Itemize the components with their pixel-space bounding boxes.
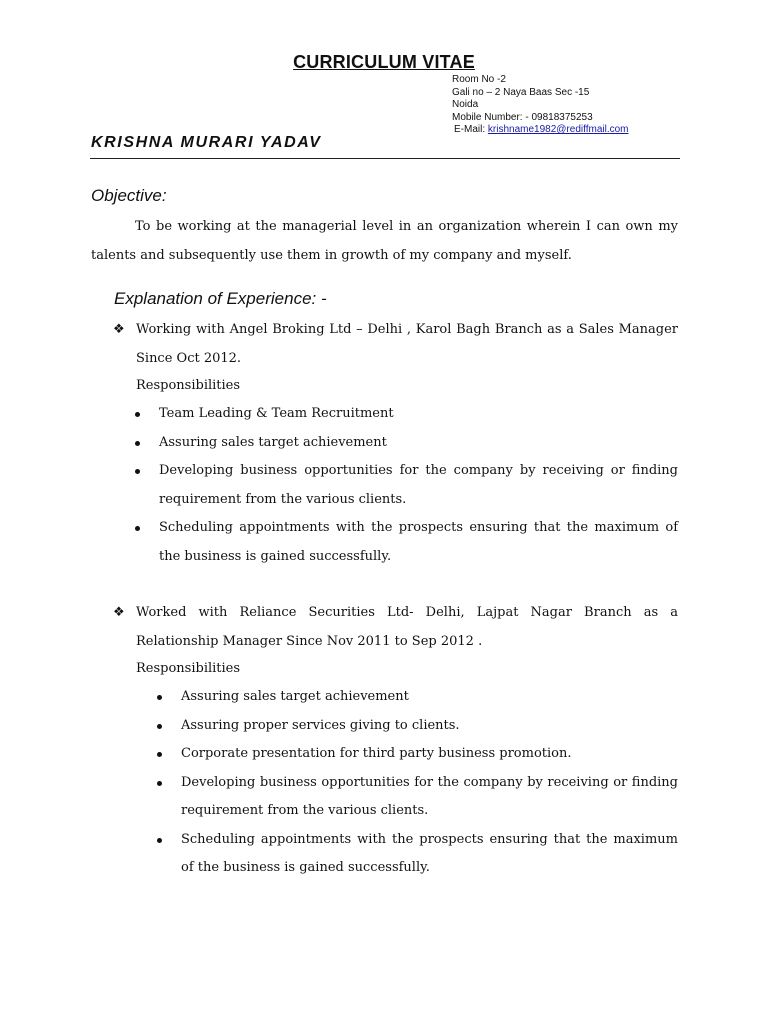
objective-heading: Objective: bbox=[91, 186, 167, 205]
list-item: Developing business opportunities for the company by receiving or finding requirement from the various clients. bbox=[181, 769, 678, 826]
experience-heading: Explanation of Experience: - bbox=[114, 289, 327, 308]
contact-gali: Gali no – 2 Naya Baas Sec -15 bbox=[452, 86, 590, 98]
job-1-responsibilities-list bbox=[159, 400, 678, 571]
list-item: Assuring proper services giving to clients. bbox=[181, 712, 678, 741]
list-item: Assuring sales target achievement bbox=[181, 683, 678, 712]
bullet-dot-icon bbox=[157, 781, 162, 786]
contact-mobile: Mobile Number: - 09818375253 bbox=[452, 111, 593, 123]
list-item: Team Leading & Team Recruitment bbox=[159, 400, 678, 429]
list-item: Corporate presentation for third party business promotion. bbox=[181, 740, 678, 769]
job-1-responsibilities-label: Responsibilities bbox=[136, 378, 241, 393]
list-item: Assuring sales target achievement bbox=[159, 429, 678, 458]
diamond-bullet-icon: ❖ bbox=[113, 322, 125, 337]
job-2-responsibilities-label: Responsibilities bbox=[136, 661, 241, 676]
header-divider bbox=[90, 158, 680, 159]
bullet-dot-icon bbox=[135, 469, 140, 474]
contact-city: Noida bbox=[452, 99, 479, 110]
bullet-dot-icon bbox=[157, 724, 162, 729]
job-2-responsibilities-list bbox=[181, 683, 678, 883]
bullet-dot-icon bbox=[157, 838, 162, 843]
list-item: Developing business opportunities for the company by receiving or finding requirement from the various clients. bbox=[159, 457, 678, 514]
job-1-description: Working with Angel Broking Ltd – Delhi , Karol Bagh Branch as a Sales Manager Since Oct 2012. bbox=[136, 322, 678, 366]
email-label: E-Mail: bbox=[454, 124, 488, 135]
list-item: Scheduling appointments with the prospects ensuring that the maximum of the business is gained successfully. bbox=[181, 826, 678, 883]
bullet-dot-icon bbox=[135, 441, 140, 446]
email-link[interactable]: krishname1982@rediffmail.com bbox=[487, 124, 629, 135]
bullet-dot-icon bbox=[157, 752, 162, 757]
diamond-bullet-icon: ❖ bbox=[113, 605, 125, 620]
bullet-dot-icon bbox=[157, 695, 162, 700]
contact-email-line bbox=[452, 124, 629, 137]
document-title: CURRICULUM VITAE bbox=[293, 52, 475, 72]
objective-text: To be working at the managerial level in an organization wherein I can own my talents and subsequently use them in growth of my company and myself. bbox=[91, 219, 678, 263]
bullet-dot-icon bbox=[135, 526, 140, 531]
job-2-description: Worked with Reliance Securities Ltd- Delhi, Lajpat Nagar Branch as a Relationship Manager Since Nov 2011 to Sep 2012 . bbox=[136, 605, 678, 649]
contact-room: Room No -2 bbox=[452, 74, 506, 85]
list-item: Scheduling appointments with the prospects ensuring that the maximum of the business is gained successfully. bbox=[159, 514, 678, 571]
candidate-name: KRISHNA MURARI YADAV bbox=[91, 134, 322, 151]
contact-block bbox=[452, 74, 629, 137]
bullet-dot-icon bbox=[135, 412, 140, 417]
